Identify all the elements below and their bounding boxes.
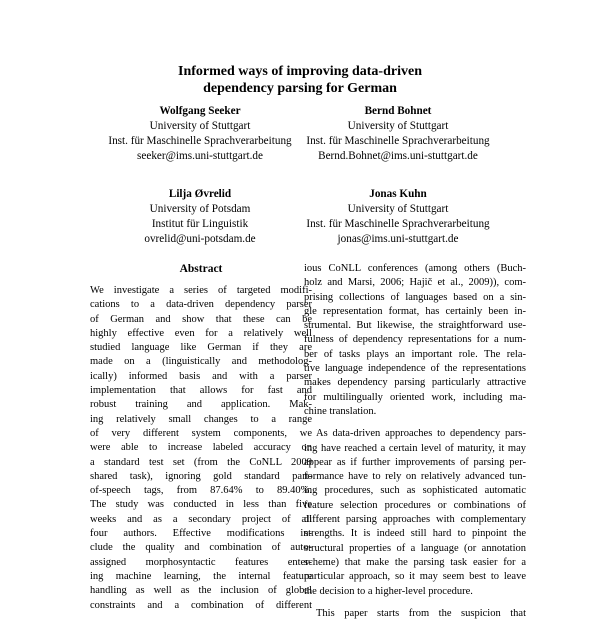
abstract-line: shared task), ignoring gold standard part- xyxy=(90,470,312,482)
body-line: gle representation format, has certainly been in- xyxy=(304,305,526,317)
abstract-line: studied language like German if they are xyxy=(90,342,312,354)
body-line: As data-driven approaches to dependency pars- xyxy=(316,428,526,440)
author-email: ovrelid@uni-potsdam.de xyxy=(144,233,256,245)
abstract-line: weeks and as a secondary project of all xyxy=(90,513,312,525)
body-line: formance have to rely on relatively advanced tun- xyxy=(304,471,526,483)
abstract-line: The study was conducted in less than five xyxy=(90,499,312,511)
body-line: holz and Marsi, 2006; Hajič et al., 2009)), com- xyxy=(304,277,526,289)
body-line: structural properties of a language (or annotation xyxy=(304,542,526,554)
abstract-line: four authors. Effective modifications in- xyxy=(90,528,312,540)
body-line: ber of tasks plays an important role. The rela- xyxy=(304,348,526,360)
abstract-body xyxy=(90,284,312,613)
author-block-2 xyxy=(288,104,508,164)
author-block-3 xyxy=(90,187,310,247)
body-line: This paper starts from the suspicion that xyxy=(316,607,526,619)
title-line-1: Informed ways of improving data-driven xyxy=(178,64,422,79)
abstract-line: ing relatively small changes to a range xyxy=(90,413,312,425)
body-line: ious CoNLL conferences (among others (Buch- xyxy=(304,263,526,274)
body-line: ing have reached a certain level of maturity, it may xyxy=(304,442,526,454)
author-affiliation-institute: Institut für Linguistik xyxy=(151,218,249,230)
body-line: strengths. It is indeed still hard to pinpoint the xyxy=(304,528,526,540)
author-email: jonas@ims.uni-stuttgart.de xyxy=(337,233,459,245)
body-line: makes dependency parsing particularly attractive xyxy=(304,377,526,389)
body-line: the decision to a higher-level procedure. xyxy=(304,585,473,597)
abstract-line: We investigate a series of targeted modifi- xyxy=(90,285,312,296)
abstract-line: of-speech tags, from 87.64% to 89.40%. xyxy=(90,485,312,497)
author-block-4 xyxy=(288,187,508,247)
body-line: fulness of dependency representations for a num- xyxy=(304,334,526,346)
author-name: Bernd Bohnet xyxy=(364,105,432,117)
body-line: chine translation. xyxy=(304,405,377,417)
abstract-line: handling as well as the inclusion of global xyxy=(90,585,312,597)
abstract-line: of very different system components, we xyxy=(90,427,312,439)
abstract-line: ing machine learning, the internal feature xyxy=(90,570,312,582)
abstract-line: clude the quality and combination of auto- xyxy=(90,542,312,554)
author-affiliation-university: University of Potsdam xyxy=(149,203,251,215)
body-line: strumental. But likewise, the straightforward use- xyxy=(304,320,526,332)
paper-title xyxy=(0,63,600,97)
author-name: Lilja Øvrelid xyxy=(168,188,232,200)
abstract-line: of German and show that these can be xyxy=(90,313,312,325)
body-line: scheme) that make the parsing task easier for a xyxy=(304,556,526,568)
abstract-line: cations to a data-driven dependency parser xyxy=(90,299,312,311)
abstract-line: were able to increase labeled accuracy on xyxy=(90,442,312,454)
author-affiliation-institute: Inst. für Maschinelle Sprachverarbeitung xyxy=(306,135,490,147)
abstract-line: a standard test set (from the CoNLL 2009 xyxy=(90,456,312,468)
abstract-line: ically) informed basis and with a parser xyxy=(90,370,312,382)
author-block-1 xyxy=(90,104,310,164)
body-line: different parsing approaches with complementary xyxy=(304,514,526,526)
abstract-line: robust training and application. Mak- xyxy=(90,399,312,411)
author-email: seeker@ims.uni-stuttgart.de xyxy=(137,150,263,162)
author-affiliation-university: University of Stuttgart xyxy=(347,120,449,132)
abstract-line: implementation that allows for fast and xyxy=(90,385,312,397)
body-line: particular approach, so it may seem best to leave xyxy=(304,571,526,583)
body-line: ing procedures, such as sophisticated automatic xyxy=(304,485,526,497)
author-affiliation-institute: Inst. für Maschinelle Sprachverarbeitung xyxy=(306,218,490,230)
abstract-line: assigned morphosyntactic features enter- xyxy=(90,556,312,568)
abstract-line: made on a (linguistically and methodolog- xyxy=(90,356,312,368)
title-line-2: dependency parsing for German xyxy=(203,81,397,96)
body-line: prising collections of languages based on a sin- xyxy=(304,291,526,303)
abstract-line: constraints and a combination of different xyxy=(90,599,312,611)
author-name: Jonas Kuhn xyxy=(369,188,427,200)
author-name: Wolfgang Seeker xyxy=(159,105,241,117)
author-affiliation-university: University of Stuttgart xyxy=(149,120,251,132)
abstract-line: highly effective even for a relatively well xyxy=(90,327,312,339)
body-column-right xyxy=(304,262,526,621)
body-line: appear as if further improvements of parsing per- xyxy=(304,456,526,468)
author-affiliation-university: University of Stuttgart xyxy=(347,203,449,215)
body-line: for multilingually oriented work, including ma- xyxy=(304,391,526,403)
body-line: feature selection procedures or combinations of xyxy=(304,499,526,511)
author-email: Bernd.Bohnet@ims.uni-stuttgart.de xyxy=(318,150,478,162)
abstract-heading: Abstract xyxy=(179,263,223,275)
body-line: tive language independence of the representations xyxy=(304,363,526,375)
author-affiliation-institute: Inst. für Maschinelle Sprachverarbeitung xyxy=(108,135,292,147)
